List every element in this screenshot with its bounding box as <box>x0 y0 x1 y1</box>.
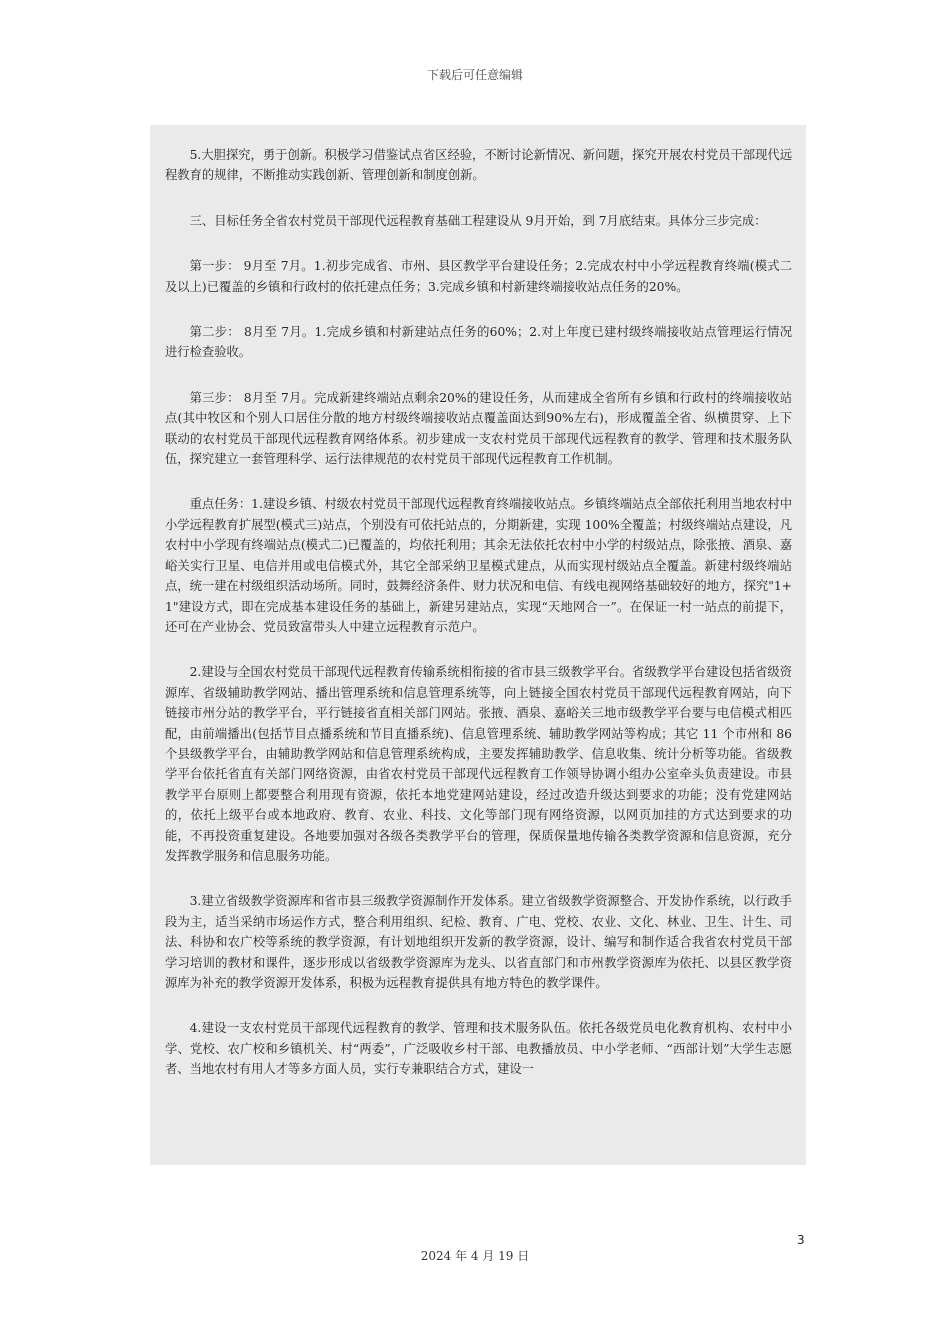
page-footer-date: 2024 年 4 月 19 日 <box>420 1249 530 1263</box>
paragraph-2: 三、目标任务全省农村党员干部现代远程教育基础工程建设从 9月开始，到 7月底结束。具体分三步完成： <box>189 213 767 228</box>
paragraph-6: 重点任务：1.建设乡镇、村级农村党员干部现代远程教育终端接收站点。乡镇终端站点全部依托利用当地农村中小学远程教育扩展型(模式三)站点，个别没有可依托站点的，分期新建，实现 100%全覆盖；村级终端站点建设，凡农村中小学现有终端站点(模式二)已覆盖的，均依托利用；其余无法依托农村中小学的村级站点，除张掖、酒泉、嘉峪关实行卫星、电信并用或电信模式外，其它全部采纳卫星模式建点，从而实现村级站点全覆盖。新建村级终端站点，统一建在村级组织活动场所。同时，鼓舞经济条件、财力状况和电信、有线电视网络基础较好的地方，探究"1+1"建设方式，即在完成基本建设任务的基础上，新建另建站点，实现“天地网合一”。在保证一村一站点的前提下，还可在产业协会、党员致富带头人中建立远程教育示范户。 <box>165 497 792 634</box>
paragraph-8: 3.建立省级教学资源库和省市县三级教学资源制作开发体系。建立省级教学资源整合、开发协作系统，以行政手段为主，适当采纳市场运作方式，整合利用组织、纪检、教育、广电、党校、农业、文化、林业、卫生、计生、司法、科协和农广校等系统的教学资源，有计划地组织开发新的教学资源，设计、编写和制作适合我省农村党员干部学习培训的教材和课件，逐步形成以省级教学资源库为龙头、以省直部门和市州教学资源库为依托、以县区教学资源库为补充的教学资源开发体系，积极为远程教育提供具有地方特色的教学课件。 <box>165 894 792 990</box>
paragraph-1: 5.大胆探究，勇于创新。积极学习借鉴试点省区经验，不断讨论新情况、新问题，探究开展农村党员干部现代远程教育的规律，不断推动实践创新、管理创新和制度创新。 <box>165 148 792 183</box>
document-body <box>150 125 806 1165</box>
page-number: 3 <box>797 1233 805 1247</box>
page-header: 下载后可任意编辑 <box>426 68 523 82</box>
paragraph-5: 第三步： 8月至 7月。完成新建终端站点剩余20%的建设任务，从而建成全省所有乡镇和行政村的终端接收站点(其中牧区和个别人口居住分散的地方村级终端接收站点覆盖面达到90%左右)，形成覆盖全省、纵横贯穿、上下联动的农村党员干部现代远程教育网络体系。初步建成一支农村党员干部现代远程教育的教学、管理和技术服务队伍，探究建立一套管理科学、运行法律规范的农村党员干部现代远程教育工作机制。 <box>165 390 792 467</box>
paragraph-9: 4.建设一支农村党员干部现代远程教育的教学、管理和技术服务队伍。依托各级党员电化教育机构、农村中小学、党校、农广校和乡镇机关、村“两委”，广泛吸收乡村干部、电教播放员、中小学老师、“西部计划”大学生志愿者、当地农村有用人才等多方面人员，实行专兼职结合方式，建设一 <box>165 1021 792 1077</box>
paragraph-4: 第二步： 8月至 7月。1.完成乡镇和村新建站点任务的60%；2.对上年度已建村级终端接收站点管理运行情况进行检查验收。 <box>165 325 792 360</box>
paragraph-7: 2.建设与全国农村党员干部现代远程教育传输系统相衔接的省市县三级教学平台。省级教学平台建设包括省级资源库、省级辅助教学网站、播出管理系统和信息管理系统等，向上链接全国农村党员干部现代远程教育网站，向下链接市州分站的教学平台，平行链接省直相关部门网站。张掖、酒泉、嘉峪关三地市级教学平台要与电信模式相匹配，由前端播出(包括节目点播系统和节目直播系统)、信息管理系统、辅助教学网站等构成；其它 11 个市州和 86 个县级教学平台，由辅助教学网站和信息管理系统构成，主要发挥辅助教学、信息收集、统计分析等功能。省级教学平台依托省直有关部门网络资源，由省农村党员干部现代远程教育工作领导协调小组办公室牵头负责建设。市县教学平台原则上都要整合利用现有资源，依托本地党建网站建设，经过改造升级达到要求的功能；没有党建网站的，依托上级平台或本地政府、教育、农业、科技、文化等部门现有网络资源，以网页加挂的方式达到要求的功能，不再投资重复建设。各地要加强对各级各类教学平台的管理，保质保量地传输各类教学资源和信息资源，充分发挥教学服务和信息服务功能。 <box>165 665 792 863</box>
paragraph-3: 第一步： 9月至 7月。1.初步完成省、市州、县区教学平台建设任务；2.完成农村中小学远程教育终端(模式二及以上)已覆盖的乡镇和行政村的依托建点任务；3.完成乡镇和村新建终端接收站点任务的20%。 <box>165 259 792 294</box>
